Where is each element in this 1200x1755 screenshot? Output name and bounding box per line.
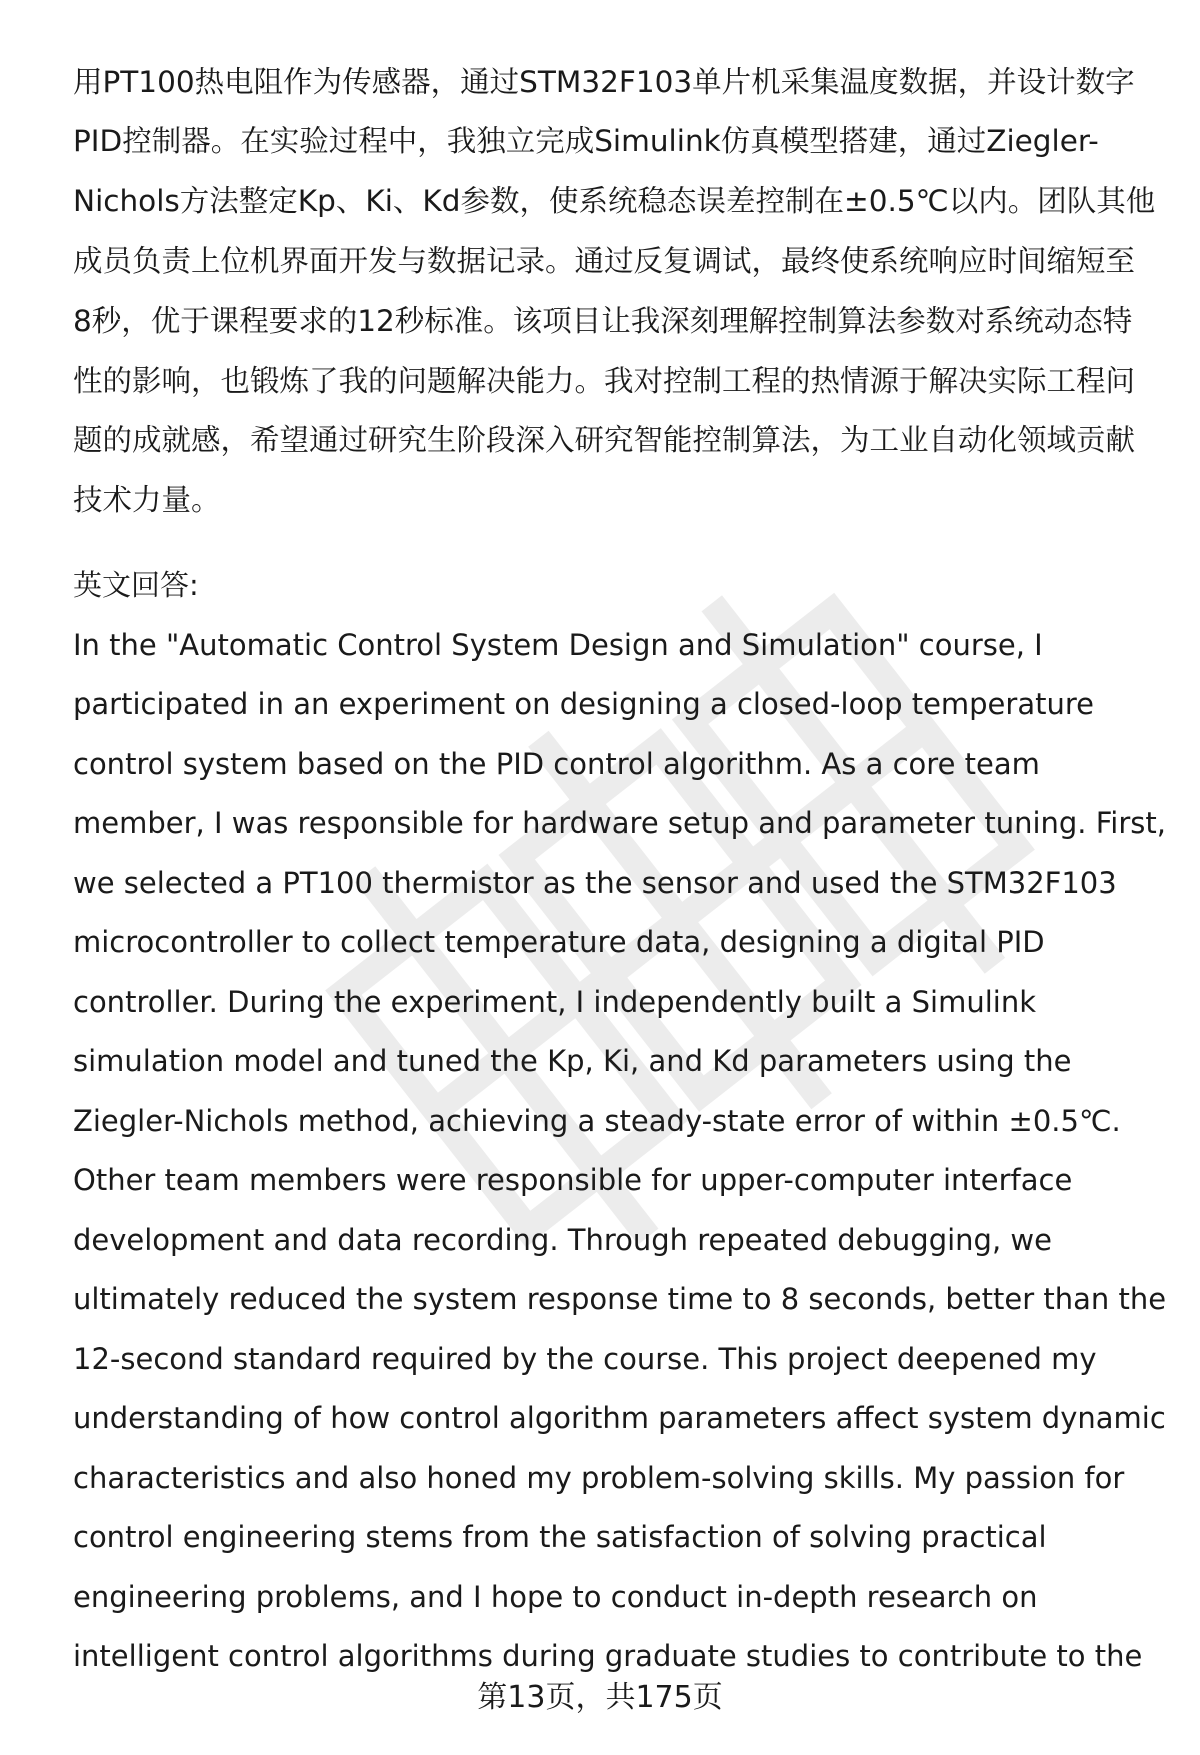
chinese-line-8: 技术力量。	[73, 483, 221, 517]
english-line-3: control system based on the PID control algorithm. As a core team	[73, 747, 1040, 781]
english-answer-label: 英文回答:	[73, 568, 199, 602]
english-line-5: we selected a PT100 thermistor as the sensor and used the STM32F103	[73, 866, 1117, 900]
english-line-12: ultimately reduced the system response time to 8 seconds, better than the	[73, 1282, 1167, 1316]
english-line-6: microcontroller to collect temperature data, designing a digital PID	[73, 925, 1045, 959]
chinese-line-1: 用PT100热电阻作为传感器，通过STM32F103单片机采集温度数据，并设计数字	[73, 65, 1135, 99]
english-line-18: intelligent control algorithms during graduate studies to contribute to the	[73, 1639, 1143, 1673]
english-line-2: participated in an experiment on designing a closed-loop temperature	[73, 687, 1094, 721]
english-line-17: engineering problems, and I hope to conduct in-depth research on	[73, 1580, 1038, 1614]
english-line-9: Ziegler-Nichols method, achieving a steady-state error of within ±0.5℃.	[73, 1104, 1121, 1138]
chinese-line-5: 8秒，优于课程要求的12秒标准。该项目让我深刻理解控制算法参数对系统动态特	[73, 304, 1133, 338]
page-number-footer: 第13页，共175页	[477, 1680, 723, 1715]
chinese-line-3: Nichols方法整定Kp、Ki、Kd参数，使系统稳态误差控制在±0.5℃以内。团队其他	[73, 184, 1156, 218]
chinese-line-2: PID控制器。在实验过程中，我独立完成Simulink仿真模型搭建，通过Ziegler-	[73, 124, 1099, 158]
english-line-1: In the "Automatic Control System Design and Simulation" course, I	[73, 628, 1043, 662]
chinese-line-6: 性的影响，也锻炼了我的问题解决能力。我对控制工程的热情源于解决实际工程问	[73, 364, 1136, 398]
chinese-line-7: 题的成就感，希望通过研究生阶段深入研究智能控制算法，为工业自动化领域贡献	[73, 423, 1136, 457]
english-line-8: simulation model and tuned the Kp, Ki, and Kd parameters using the	[73, 1044, 1072, 1078]
english-line-4: member, I was responsible for hardware setup and parameter tuning. First,	[73, 806, 1166, 840]
english-line-13: 12-second standard required by the course. This project deepened my	[73, 1342, 1097, 1376]
english-line-7: controller. During the experiment, I independently built a Simulink	[73, 985, 1037, 1019]
english-line-10: Other team members were responsible for upper-computer interface	[73, 1163, 1073, 1197]
chinese-line-4: 成员负责上位机界面开发与数据记录。通过反复调试，最终使系统响应时间缩短至	[73, 244, 1136, 278]
english-line-16: control engineering stems from the satisfaction of solving practical	[73, 1520, 1047, 1554]
english-line-14: understanding of how control algorithm parameters affect system dynamic	[73, 1401, 1166, 1435]
english-line-11: development and data recording. Through repeated debugging, we	[73, 1223, 1052, 1257]
english-line-15: characteristics and also honed my problem-solving skills. My passion for	[73, 1461, 1125, 1495]
